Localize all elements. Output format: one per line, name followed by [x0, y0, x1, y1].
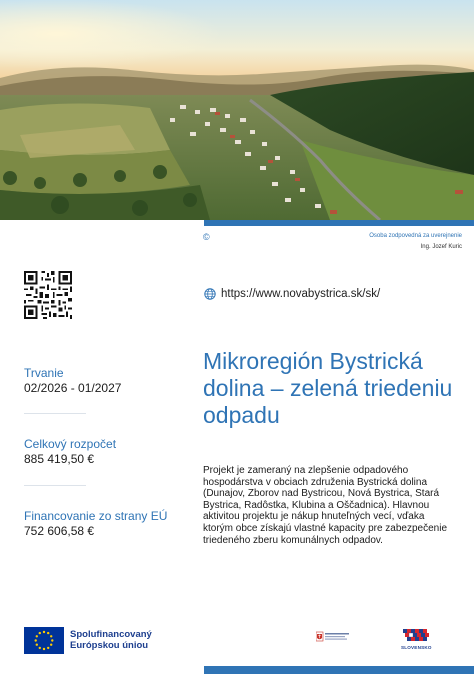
- eu-funding-value: 752 606,58 €: [24, 524, 95, 538]
- project-description: Projekt je zameraný na zlepšenie odpadového hospodárstva v obciach združenia Bystrická dolina (Dunajov, Zborov nad Bystricou, Nová Bystrica, Stará Bystrica, Radôstka, Klubina a Oščadnica). Hlavnou aktivitou projektu je nákup hnuteľných vecí, vďaka ktorým obce získajú vlastné kapacity pre zabezpečenie triedeného zberu komunálnych odpadov.: [203, 465, 448, 546]
- eu-funding-label: Financovanie zo strany EÚ: [24, 509, 168, 523]
- website-row[interactable]: [204, 288, 380, 300]
- budget-value: 885 419,50 €: [24, 452, 95, 466]
- eu-flag-icon: [24, 627, 64, 654]
- blue-accent-bar-bottom: [204, 666, 474, 674]
- qr-code[interactable]: [24, 271, 72, 319]
- project-title: Mikroregión Bystrická dolina – zelená triedeniu odpadu: [203, 348, 453, 428]
- eu-text-line1: Spolufinancovaný: [70, 629, 152, 640]
- budget-label: Celkový rozpočet: [24, 437, 117, 451]
- copyright-symbol: ©: [203, 232, 210, 242]
- website-link[interactable]: https://www.novabystrica.sk/sk/: [221, 288, 381, 300]
- hero-landscape-photo: [0, 0, 474, 220]
- globe-icon: [204, 288, 216, 300]
- responsible-person-label: Osoba zodpovedná za uverejnenie: [369, 233, 462, 239]
- eu-funding-block: [24, 509, 174, 538]
- ministry-logo-icon: [316, 630, 350, 644]
- duration-block: [24, 366, 174, 395]
- duration-label: Trvanie: [24, 366, 64, 380]
- blue-accent-bar-top: [204, 220, 474, 226]
- divider: [24, 413, 86, 414]
- eu-text-line2: Európskou úniou: [70, 640, 149, 651]
- slovensko-label: SLOVENSKO: [401, 645, 432, 650]
- budget-block: [24, 437, 174, 466]
- eu-cofunded-text: [70, 629, 152, 651]
- divider: [24, 485, 86, 486]
- responsible-person-name: Ing. Jozef Kuric: [420, 244, 462, 250]
- duration-value: 02/2026 - 01/2027: [24, 381, 122, 395]
